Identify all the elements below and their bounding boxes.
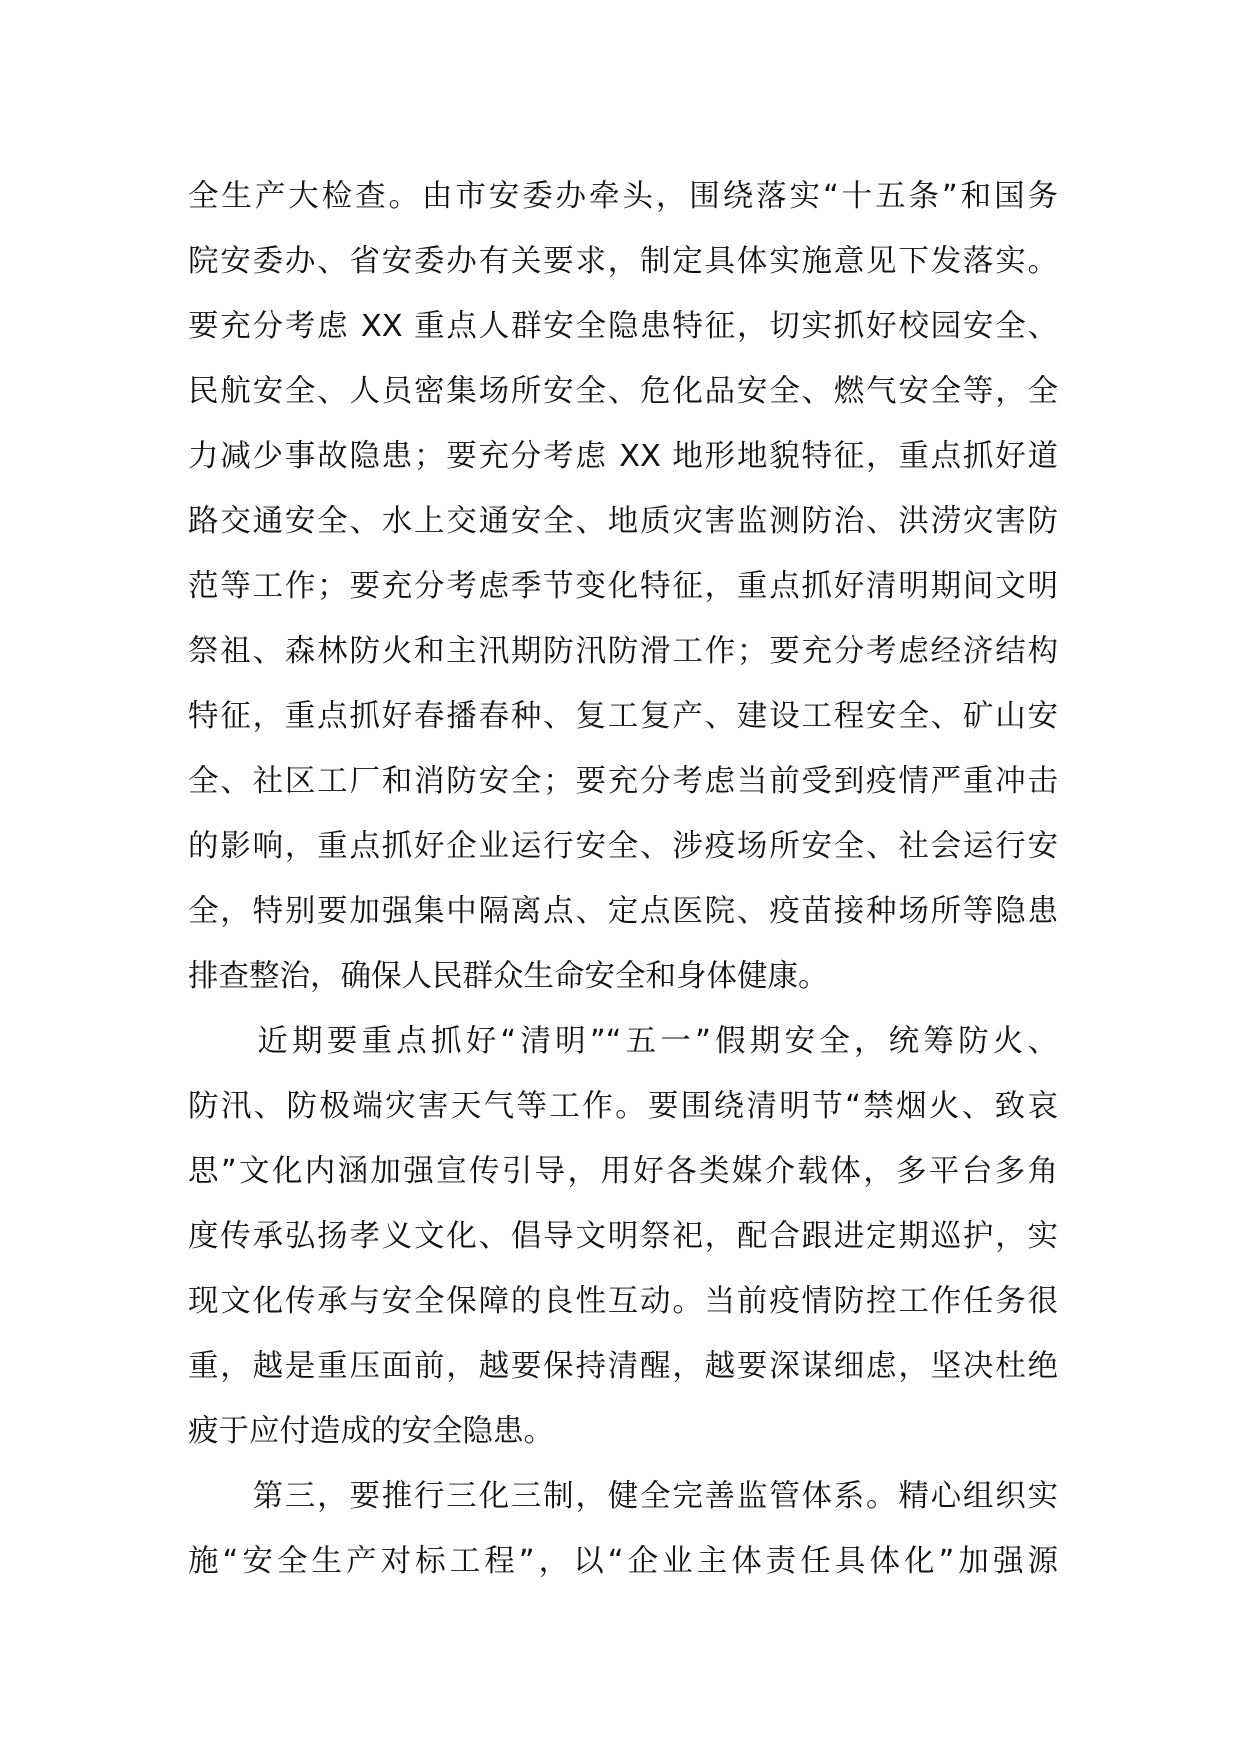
body-text bbox=[188, 164, 1058, 1594]
text-line: 防汛、防极端灾害天气等工作。要围绕清明节“禁烟火、致哀 bbox=[188, 1089, 1058, 1124]
text-line: 重，越是重压面前，越要保持清醒，越要深谋细虑，坚决杜绝 bbox=[188, 1349, 1058, 1384]
text-line: 范等工作；要充分考虑季节变化特征，重点抓好清明期间文明 bbox=[188, 569, 1058, 604]
text-line: 现文化传承与安全保障的良性互动。当前疫情防控工作任务很 bbox=[188, 1284, 1058, 1319]
text-line: 的影响，重点抓好企业运行安全、涉疫场所安全、社会运行安 bbox=[188, 829, 1058, 864]
text-line: 第三，要推行三化三制，健全完善监管体系。精心组织实 bbox=[188, 1479, 1058, 1514]
text-line: 路交通安全、水上交通安全、地质灾害监测防治、洪涝灾害防 bbox=[188, 504, 1058, 539]
text-line: 近期要重点抓好“清明”“五一”假期安全，统筹防火、 bbox=[188, 1024, 1058, 1059]
text-line: 特征，重点抓好春播春种、复工复产、建设工程安全、矿山安 bbox=[188, 699, 1058, 734]
text-line: 全、社区工厂和消防安全；要充分考虑当前受到疫情严重冲击 bbox=[188, 764, 1058, 799]
text-line: 疲于应付造成的安全隐患。 bbox=[188, 1414, 554, 1449]
text-line: 施“安全生产对标工程”，以“企业主体责任具体化”加强源 bbox=[188, 1544, 1058, 1579]
text-line: 力减少事故隐患；要充分考虑 XX 地形地貌特征，重点抓好道 bbox=[188, 439, 1058, 474]
text-line: 排查整治，确保人民群众生命安全和身体健康。 bbox=[188, 959, 829, 994]
text-line: 民航安全、人员密集场所安全、危化品安全、燃气安全等，全 bbox=[188, 374, 1058, 409]
text-line: 度传承弘扬孝义文化、倡导文明祭祀，配合跟进定期巡护，实 bbox=[188, 1219, 1058, 1254]
text-line: 院安委办、省安委办有关要求，制定具体实施意见下发落实。 bbox=[188, 244, 1058, 279]
text-line: 祭祖、森林防火和主汛期防汛防滑工作；要充分考虑经济结构 bbox=[188, 634, 1058, 669]
text-line: 思”文化内涵加强宣传引导，用好各类媒介载体，多平台多角 bbox=[188, 1154, 1058, 1189]
text-line: 全，特别要加强集中隔离点、定点医院、疫苗接种场所等隐患 bbox=[188, 894, 1058, 929]
text-line: 要充分考虑 XX 重点人群安全隐患特征，切实抓好校园安全、 bbox=[188, 309, 1058, 344]
text-line: 全生产大检查。由市安委办牵头，围绕落实“十五条”和国务 bbox=[188, 179, 1058, 214]
